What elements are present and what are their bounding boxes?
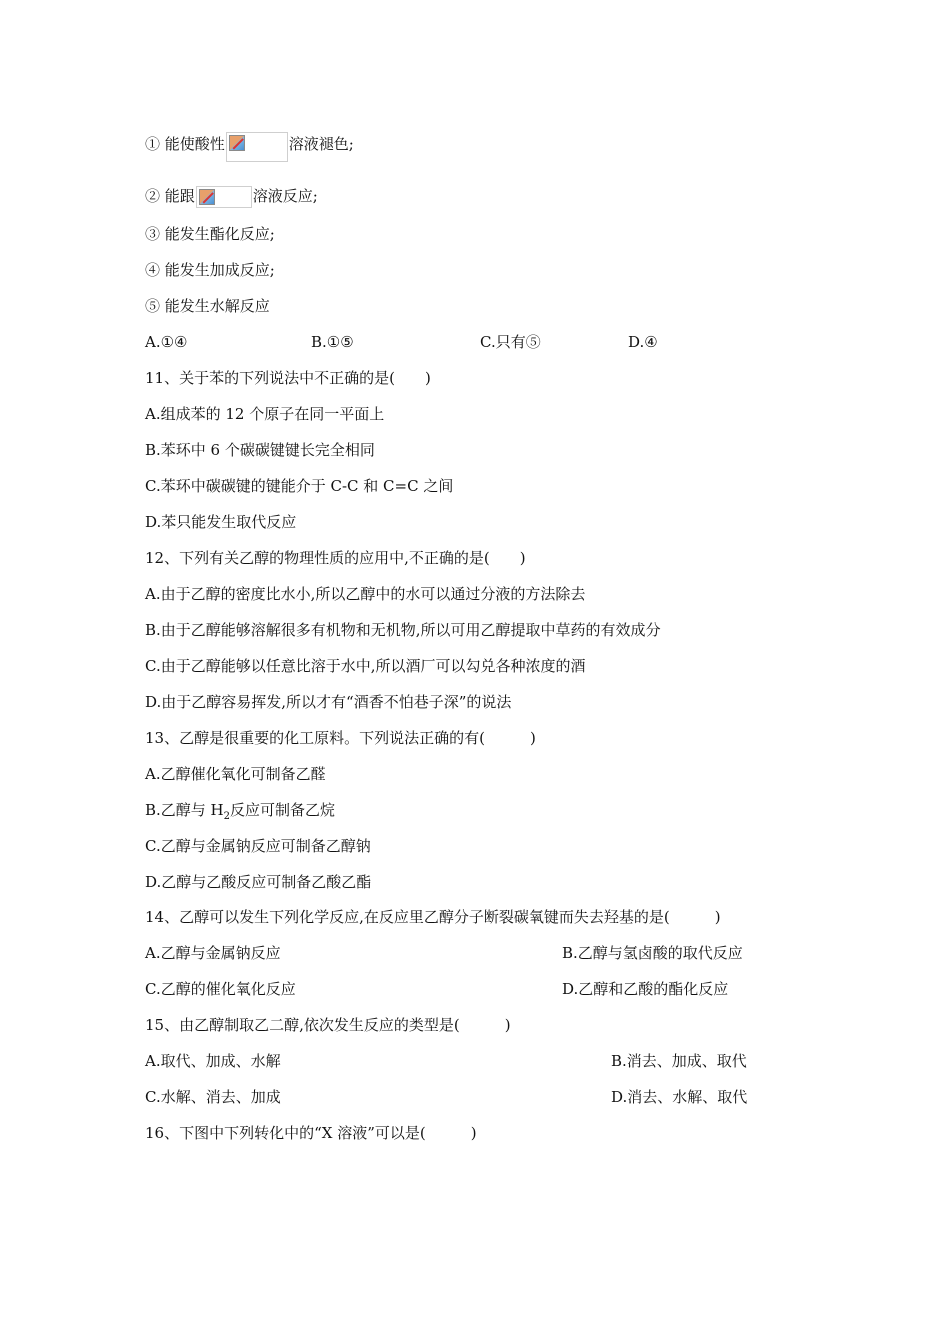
property-2: ② 能跟 溶液反应;	[145, 186, 318, 208]
q13-stem: 13、乙醇是很重要的化工原料。下列说法正确的有( )	[145, 729, 536, 747]
q14-option-d: D.乙醇和乙酸的酯化反应	[562, 980, 729, 998]
q14-option-b: B.乙醇与氢卤酸的取代反应	[562, 944, 743, 962]
q12-option-d: D.由于乙醇容易挥发,所以才有“酒香不怕巷子深”的说法	[145, 693, 512, 711]
q15-option-c: C.水解、消去、加成	[145, 1088, 281, 1106]
q14-option-a: A.乙醇与金属钠反应	[145, 944, 281, 962]
q12-stem: 12、下列有关乙醇的物理性质的应用中,不正确的是( )	[145, 549, 526, 567]
q12-option-b: B.由于乙醇能够溶解很多有机物和无机物,所以可用乙醇提取中草药的有效成分	[145, 621, 661, 639]
property-4: ④ 能发生加成反应;	[145, 261, 275, 279]
q13-option-a: A.乙醇催化氧化可制备乙醛	[145, 765, 326, 783]
q13-option-c: C.乙醇与金属钠反应可制备乙醇钠	[145, 837, 371, 855]
q11-option-b: B.苯环中 6 个碳碳键键长完全相同	[145, 441, 375, 459]
property-1: ① 能使酸性 溶液褪色;	[145, 130, 354, 160]
q14-option-c: C.乙醇的催化氧化反应	[145, 980, 296, 998]
broken-image-icon	[196, 186, 252, 208]
q11-option-d: D.苯只能发生取代反应	[145, 513, 297, 531]
q13-option-d: D.乙醇与乙酸反应可制备乙酸乙酯	[145, 873, 372, 891]
broken-image-icon	[226, 132, 288, 162]
q15-option-b: B.消去、加成、取代	[611, 1052, 747, 1070]
q11-option-a: A.组成苯的 12 个原子在同一平面上	[145, 405, 385, 423]
q15-option-d: D.消去、水解、取代	[611, 1088, 748, 1106]
q13-option-b: B.乙醇与 $H_2$反应可制备乙烷	[145, 801, 336, 822]
q15-option-a: A.取代、加成、水解	[145, 1052, 281, 1070]
q10-option-d: D.④	[628, 333, 658, 351]
q16-stem: 16、下图中下列转化中的“X 溶液”可以是( )	[145, 1124, 477, 1142]
property-5: ⑤ 能发生水解反应	[145, 297, 270, 315]
q14-stem: 14、乙醇可以发生下列化学反应,在反应里乙醇分子断裂碳氧键而失去羟基的是( )	[145, 908, 721, 926]
q10-option-b: B.①⑤	[311, 333, 354, 351]
q15-stem: 15、由乙醇制取乙二醇,依次发生反应的类型是( )	[145, 1016, 511, 1034]
q10-option-a: A.①④	[145, 333, 188, 351]
q10-option-c: C.只有⑤	[480, 333, 541, 351]
q11-option-c: C.苯环中碳碳键的键能介于 C-C 和 C=C 之间	[145, 477, 454, 495]
q11-stem: 11、关于苯的下列说法中不正确的是( )	[145, 369, 431, 387]
q12-option-c: C.由于乙醇能够以任意比溶于水中,所以酒厂可以勾兑各种浓度的酒	[145, 657, 586, 675]
property-3: ③ 能发生酯化反应;	[145, 225, 275, 243]
q12-option-a: A.由于乙醇的密度比水小,所以乙醇中的水可以通过分液的方法除去	[145, 585, 586, 603]
